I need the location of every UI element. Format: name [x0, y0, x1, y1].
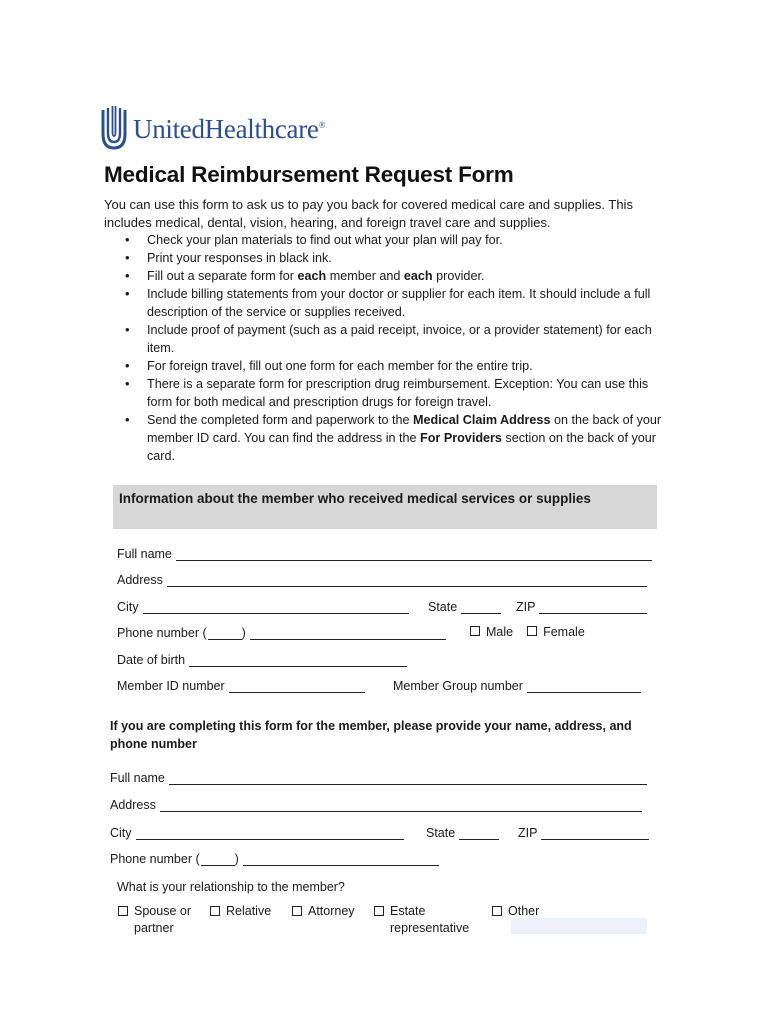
completer-address-label: Address [110, 798, 156, 812]
member-zip-label: ZIP [516, 600, 536, 614]
member-area-code-field[interactable] [208, 627, 242, 640]
member-section-heading: Information about the member who received medical services or supplies [113, 485, 657, 529]
completer-full-name-label: Full name [110, 771, 165, 785]
completer-state-row [426, 824, 499, 840]
member-group-label: Member Group number [393, 679, 523, 693]
member-address-field[interactable] [167, 574, 647, 587]
member-group-field[interactable] [527, 680, 641, 693]
member-city-label: City [117, 600, 139, 614]
member-dob-label: Date of birth [117, 653, 186, 667]
member-zip-row [516, 598, 647, 614]
relative-label: Relative [226, 904, 272, 918]
member-zip-field[interactable] [539, 601, 647, 614]
member-phone-row [117, 624, 446, 640]
relationship-question: What is your relationship to the member? [117, 880, 345, 894]
member-state-label: State [428, 600, 458, 614]
female-checkbox[interactable] [527, 626, 537, 636]
completer-state-label: State [426, 826, 456, 840]
member-city-field[interactable] [143, 601, 409, 614]
attorney-checkbox[interactable] [292, 906, 302, 916]
completer-phone-row [110, 850, 439, 866]
completer-city-row [110, 824, 404, 840]
member-dob-row [117, 651, 407, 667]
member-city-row [117, 598, 409, 614]
completer-zip-field[interactable] [541, 827, 649, 840]
instruction-item: • Fill out a separate form for each member and each provider. [125, 267, 665, 285]
intro-text: You can use this form to ask us to pay you back for covered medical care and supplies. This includes medical, dental, vision, hearing, and foreign travel care and supplies. [104, 197, 633, 230]
female-option[interactable] [527, 625, 585, 639]
completer-phone-paren: ) [234, 852, 239, 866]
completer-section-heading: If you are completing this form for the member, please provide your name, address, and phone number [110, 719, 632, 751]
completer-city-field[interactable] [136, 827, 404, 840]
estate-checkbox[interactable] [374, 906, 384, 916]
other-label: Other [508, 904, 540, 918]
member-address-row [117, 571, 647, 587]
completer-address-field[interactable] [160, 799, 642, 812]
female-label: Female [543, 625, 585, 639]
instruction-item: • Send the completed form and paperwork to the Medical Claim Address on the back of your member ID card. You can find the address in the For Providers section on the back of your card. [125, 411, 665, 465]
attorney-option[interactable] [292, 903, 355, 920]
relative-option[interactable] [210, 903, 271, 920]
unitedhealthcare-u-logo-icon [101, 106, 127, 152]
spouse-checkbox[interactable] [118, 906, 128, 916]
member-id-row [117, 677, 365, 693]
instruction-item: • There is a separate form for prescription drug reimbursement. Exception: You can use this form for both medical and prescription drugs for foreign travel. [125, 375, 665, 411]
member-full-name-field[interactable] [176, 548, 652, 561]
other-text-field[interactable] [511, 918, 647, 934]
unitedhealthcare-logo [101, 106, 325, 152]
completer-area-code-field[interactable] [201, 853, 235, 866]
member-gender-row [470, 624, 585, 640]
member-state-row [428, 598, 501, 614]
instruction-item: • Include proof of payment (such as a paid receipt, invoice, or a provider statement) for each item. [125, 321, 665, 357]
male-label: Male [486, 625, 514, 639]
spouse-label: Spouse or partner [134, 904, 191, 935]
completer-phone-label: Phone number ( [110, 852, 200, 866]
completer-phone-field[interactable] [243, 853, 439, 866]
estate-label: Estate representative [390, 904, 470, 935]
completer-address-row [110, 796, 642, 812]
completer-zip-label: ZIP [518, 826, 538, 840]
page-title: Medical Reimbursement Request Form [104, 162, 514, 187]
instruction-item: • For foreign travel, fill out one form for each member for the entire trip. [125, 357, 665, 375]
member-full-name-row [117, 545, 652, 561]
instruction-item: • Print your responses in black ink. [125, 249, 665, 267]
spouse-option[interactable] [118, 903, 191, 937]
relative-checkbox[interactable] [210, 906, 220, 916]
member-group-row [393, 677, 641, 693]
male-checkbox[interactable] [470, 626, 480, 636]
estate-option[interactable] [374, 903, 469, 937]
completer-city-label: City [110, 826, 132, 840]
completer-full-name-row [110, 769, 647, 785]
member-phone-paren: ) [241, 626, 246, 640]
instruction-item: • Include billing statements from your doctor or supplier for each item. It should include a full description of the service or supplies received. [125, 285, 665, 321]
completer-full-name-field[interactable] [169, 772, 647, 785]
instruction-item: • Check your plan materials to find out what your plan will pay for. [125, 231, 665, 249]
member-phone-field[interactable] [250, 627, 446, 640]
member-id-label: Member ID number [117, 679, 225, 693]
member-dob-field[interactable] [189, 654, 407, 667]
member-phone-label: Phone number ( [117, 626, 207, 640]
member-address-label: Address [117, 573, 163, 587]
member-state-field[interactable] [461, 601, 501, 614]
completer-zip-row [518, 824, 649, 840]
completer-state-field[interactable] [459, 827, 499, 840]
brand-name: UnitedHealthcare® [133, 113, 326, 144]
instruction-list [125, 231, 665, 465]
member-id-field[interactable] [229, 680, 365, 693]
other-checkbox[interactable] [492, 906, 502, 916]
member-full-name-label: Full name [117, 547, 172, 561]
male-option[interactable] [470, 625, 513, 639]
attorney-label: Attorney [308, 904, 355, 918]
